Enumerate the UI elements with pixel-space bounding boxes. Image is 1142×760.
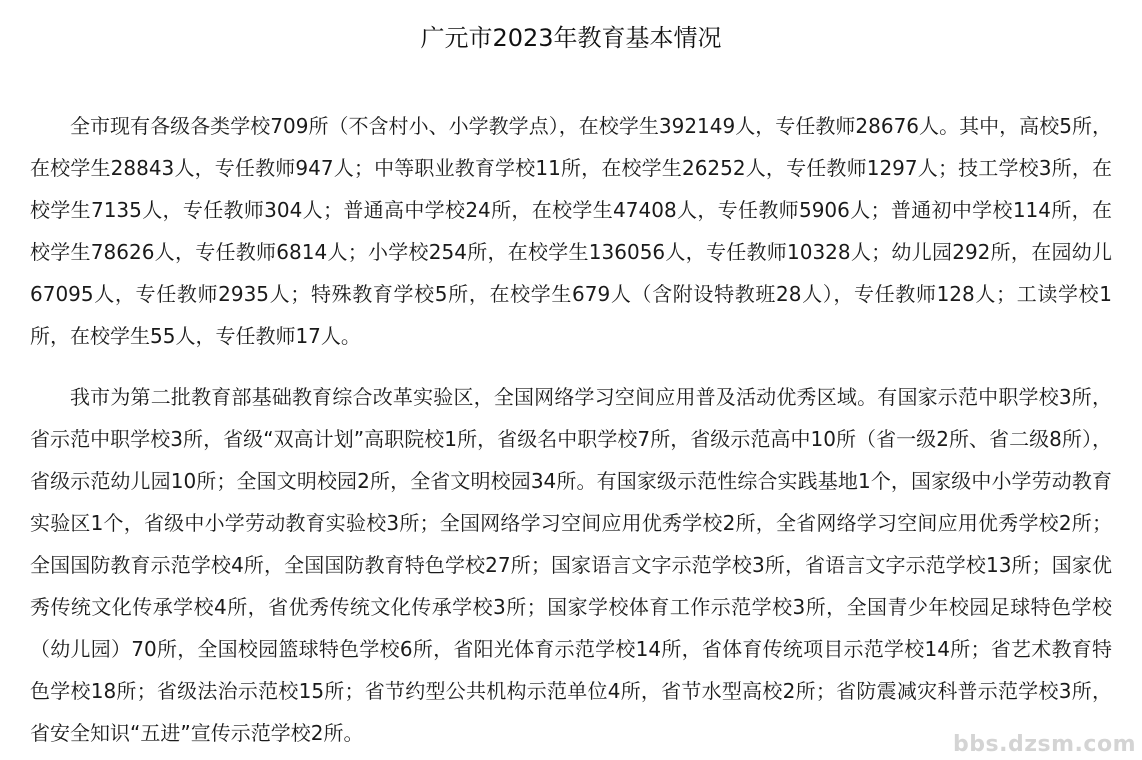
page-title: 广元市2023年教育基本情况: [420, 24, 722, 52]
paragraph-overview: 全市现有各级各类学校709所（不含村小、小学教学点），在校学生392149人，专任教师28676人。其中，高校5所，在校学生28843人，专任教师947人；中等职业教育学校11所，在校学生26252人，专任教师1297人；技工学校3所，在校学生7135人，专任教师304人；普通高中学校24所，在校学生47408人，专任教师5906人；普通初中学校114所，在校学生78626人，专任教师6814人；小学校254所，在校学生136056人，专任教师10328人；幼儿园292所，在园幼儿67095人，专任教师2935人；特殊教育学校5所，在校学生679人（含附设特教班28人），专任教师128人；工读学校1所，在校学生55人，专任教师17人。: [30, 114, 1112, 348]
site-watermark: bbs.dzsm.com: [953, 732, 1136, 757]
paragraph-honors: 我市为第二批教育部基础教育综合改革实验区，全国网络学习空间应用普及活动优秀区域。有国家示范中职学校3所，省示范中职学校3所，省级“双高计划”高职院校1所，省级名中职学校7所，省级示范高中10所（省一级2所、省二级8所），省级示范幼儿园10所；全国文明校园2所，全省文明校园34所。有国家级示范性综合实践基地1个，国家级中小学劳动教育实验区1个，省级中小学劳动教育实验校3所；全国网络学习空间应用优秀学校2所，全省网络学习空间应用优秀学校2所；全国国防教育示范学校4所，全国国防教育特色学校27所；国家语言文字示范学校3所，省语言文字示范学校13所；国家优秀传统文化传承学校4所，省优秀传统文化传承学校3所；国家学校体育工作示范学校3所，全国青少年校园足球特色学校（幼儿园）70所，全国校园篮球特色学校6所，省阳光体育示范学校14所，省体育传统项目示范学校14所；省艺术教育特色学校18所；省级法治示范校15所；省节约型公共机构示范单位4所，省节水型高校2所；省防震减灾科普示范学校3所，省安全知识“五进”宣传示范学校2所。: [30, 385, 1112, 745]
